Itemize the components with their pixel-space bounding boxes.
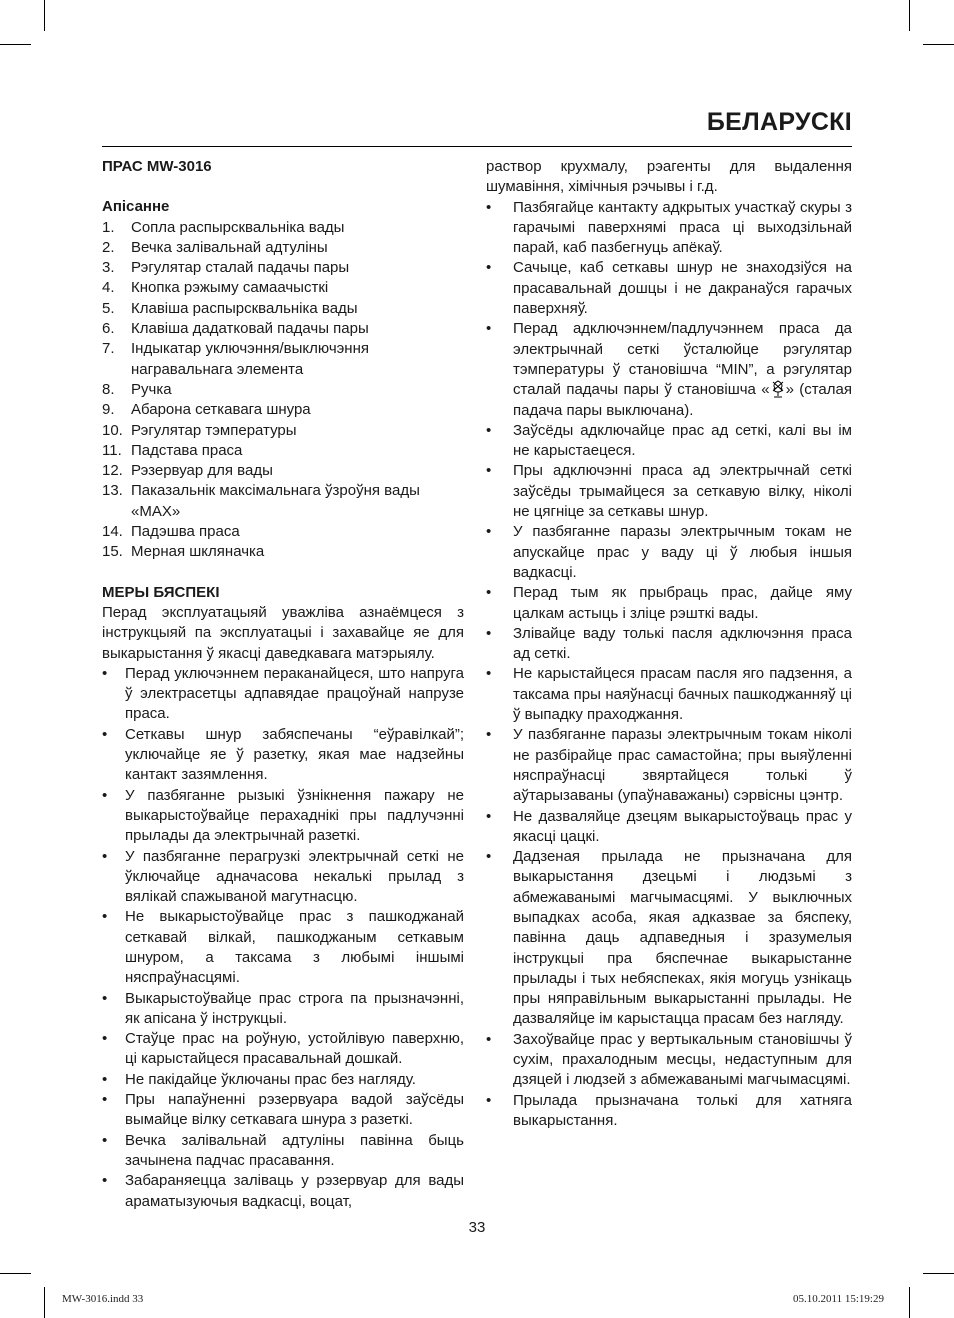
list-item <box>102 786 464 847</box>
part-name: Індыкатар уключэння/выключэння награвальнага элемента <box>131 340 369 378</box>
part-number: 12. <box>102 462 123 480</box>
safety-item-text: Забараняецца заліваць у рэзервуар для вады араматызуючыя вадкасці, воцат, <box>125 1172 464 1210</box>
bullet-glyph: • <box>486 1030 492 1048</box>
bullet-glyph: • <box>102 847 108 865</box>
crop-mark <box>923 44 954 45</box>
bullet-glyph: • <box>486 848 492 866</box>
part-number: 7. <box>102 340 115 358</box>
part-number: 1. <box>102 218 115 236</box>
list-item <box>486 847 852 1030</box>
list-item <box>102 907 464 988</box>
parts-list-item <box>102 299 464 319</box>
safety-item-text: Дадзеная прылада не прызначана для выкарыстання дзецьмі і людзьмі з абмежаванымі магчымасцямі. У выключных выпадках асоба, якая адказвае за бяспеку, павінна даць адпаведныя і зразумелыя інструкцыі пра бяспечнае выкарыстанне прылады і тых небяспеках, якія могуць узнікаць пры няправільным выкарыстанні прылады. Не дазваляйце ім карыстацца прасам без нагляду. <box>513 848 852 1028</box>
list-item <box>486 1030 852 1091</box>
part-name: Рэзервуар для вады <box>131 462 273 480</box>
part-name: Падэшва праса <box>131 523 240 541</box>
safety-item-text: У пазбяганне паразы электрычным токам не апускайце прас у ваду ці ў любыя іншыя вадкасці. <box>513 523 852 581</box>
safety-item-text: Перад тым як прыбраць прас, дайце яму цалкам астыць і зліце рэшткі вады. <box>513 584 852 622</box>
bullet-glyph: • <box>102 725 108 743</box>
steam-bullet-text-before: Перад адключэннем/падлучэннем праса да электрычнай сеткі ўсталюйце рэгулятар тэмпературы ў становішча “MIN”, а рэгулятар сталай падачы пары ў становішча « <box>513 320 852 399</box>
bullet-glyph: • <box>486 421 492 439</box>
part-name: Сопла распырсквальніка вады <box>131 218 345 236</box>
parts-list-item <box>102 218 464 238</box>
safety-item-text: Не выкарыстоўвайце прас з пашкоджанай сеткавай вілкай, пашкоджаным сеткавым шнуром, а таксама з любымі іншымі няспраўнасцямі. <box>125 908 464 987</box>
parts-list-item <box>102 339 464 380</box>
list-item <box>486 258 852 319</box>
safety-item-text: Пазбягайце кантакту адкрытых участкаў скуры з гарачымі паверхнямі праса ці выходзільнай парай, каб пазбегнуць апёкаў. <box>513 198 852 257</box>
parts-list-item <box>102 441 464 461</box>
list-item <box>102 1171 464 1212</box>
parts-list-item <box>102 522 464 542</box>
left-column <box>102 157 464 1212</box>
right-column <box>486 157 852 1131</box>
crop-mark <box>0 1273 31 1274</box>
safety-heading: МЕРЫ БЯСПЕКІ <box>102 583 220 601</box>
bullet-glyph: • <box>486 807 492 825</box>
part-number: 15. <box>102 543 123 561</box>
parts-list-item <box>102 461 464 481</box>
bullet-glyph: • <box>102 1091 108 1109</box>
bullet-glyph: • <box>102 664 108 682</box>
bullet-glyph: • <box>486 462 492 480</box>
list-item <box>102 1131 464 1172</box>
parts-list-item <box>102 319 464 339</box>
part-number: 8. <box>102 380 115 398</box>
header-rule <box>102 146 852 147</box>
safety-intro: Перад эксплуатацыяй уважліва азнаёмцеся з інструкцыяй па эксплуатацыі і захавайце яе для выкарыстання ў якасці даведкавага матэрыялу. <box>102 603 464 662</box>
list-item <box>486 421 852 462</box>
steam-bullet-text-after: » (сталая падача пары выключана). <box>513 381 852 419</box>
part-name: Абарона сеткавага шнура <box>131 401 311 419</box>
part-name: Паказальнік максімальнага ўзроўня вады «MAX» <box>131 482 420 520</box>
bullet-glyph: • <box>486 726 492 744</box>
list-item <box>102 1029 464 1070</box>
parts-list-item <box>102 481 464 522</box>
safety-item-text: Заўсёды адключайце прас ад сеткі, калі вы ім не карыстаецеся. <box>513 421 852 460</box>
parts-list-item <box>102 380 464 400</box>
bullet-glyph: • <box>102 1030 108 1048</box>
list-item <box>486 624 852 665</box>
safety-item-text: Злівайце ваду толькі пасля адключэння праса ад сеткі. <box>513 624 852 663</box>
safety-item-text: Сеткавы шнур забяспечаны “еўравілкай”; уключайце яе ў разетку, якая мае надзейны кантакт зазямлення. <box>125 725 464 784</box>
list-item <box>486 807 852 848</box>
part-number: 5. <box>102 299 115 317</box>
description-heading: Апісанне <box>102 198 170 216</box>
safety-item-text: Не пакідайце ўключаны прас без нагляду. <box>125 1070 416 1088</box>
safety-list-right-bottom <box>486 421 852 1131</box>
part-name: Клавіша дадатковай падачы пары <box>131 320 369 338</box>
part-number: 4. <box>102 279 115 297</box>
safety-item-text: Стаўце прас на роўную, устойлівую паверхню, ці карыстайцеся прасавальнай дошкай. <box>125 1030 464 1068</box>
safety-item-text: Вечка залівальнай адтуліны павінна быць зачынена падчас прасавання. <box>125 1131 464 1169</box>
list-item <box>102 1070 464 1090</box>
part-name: Рэгулятар тэмпературы <box>131 421 297 439</box>
safety-list-right-top <box>486 198 852 320</box>
crop-mark <box>44 0 45 31</box>
part-name: Падстава праса <box>131 441 243 459</box>
parts-list-item <box>102 542 464 562</box>
safety-item-text: Сачыце, каб сеткавы шнур не знаходзіўся на прасавальнай дошцы і не дакранаўся гарачых паверхняў. <box>513 259 852 318</box>
bullet-glyph: • <box>486 198 492 216</box>
steam-off-icon <box>770 380 786 398</box>
part-name: Клавіша распырсквальніка вады <box>131 299 358 317</box>
part-name: Кнопка рэжыму самаачысткі <box>131 279 329 297</box>
bullet-glyph: • <box>486 523 492 541</box>
product-title: ПРАС MW-3016 <box>102 158 212 175</box>
page-number: 33 <box>468 1219 486 1236</box>
safety-item-text: Выкарыстоўвайце прас строга па прызначэнні, як апісана ў інструкцыі. <box>125 989 464 1027</box>
parts-list-item <box>102 400 464 420</box>
bullet-glyph: • <box>486 624 492 642</box>
list-item <box>486 522 852 583</box>
bullet-glyph: • <box>102 786 108 804</box>
list-item <box>486 583 852 624</box>
section-language-title: БЕЛАРУСКІ <box>706 108 852 136</box>
safety-item-text: Не карыстайцеся прасам пасля яго падзення, а таксама пры наяўнасці бачных пашкоджанняў ці ў выпадку праходжання. <box>513 665 852 724</box>
list-item <box>486 461 852 522</box>
safety-item-text: Прылада прызначана толькі для хатняга выкарыстання. <box>513 1091 852 1129</box>
bullet-glyph: • <box>102 1131 108 1149</box>
footer-timestamp: 05.10.2011 15:19:29 <box>793 1293 884 1305</box>
bullet-glyph: • <box>486 665 492 683</box>
safety-item-text: У пазбяганне рызыкі ўзнікнення пажару не выкарыстоўвайце перахаднікі пры падлучэнні прылады да электрычнай разеткі. <box>125 786 464 845</box>
crop-mark <box>0 44 31 45</box>
crop-mark <box>44 1287 45 1318</box>
part-number: 13. <box>102 482 123 500</box>
safety-item-text: Пры адключэнні праса ад электрычнай сеткі заўсёды трымайцеся за сеткавую вілку, ніколі не цягніце за сеткавы шнур. <box>513 462 852 521</box>
parts-list-item <box>102 278 464 298</box>
safety-item-text: Захоўвайце прас у вертыкальным становішчы ў сухім, прахалодным месцы, недаступным для дзяцей і людзей з абмежаванымі магчымасцямі. <box>513 1030 852 1089</box>
part-number: 10. <box>102 421 123 439</box>
crop-mark <box>923 1273 954 1274</box>
safety-item-text: Не дазваляйце дзецям выкарыстоўваць прас у якасці цацкі. <box>513 807 852 845</box>
list-item <box>486 725 852 806</box>
parts-list-item <box>102 238 464 258</box>
part-number: 3. <box>102 259 115 277</box>
safety-item-text: У пазбяганне паразы электрычным токам ніколі не разбірайце прас самастойна; пры выяўленні няспраўнасці звяртайцеся толькі ў аўтарызаваны (упаўнаважаны) сэрвісны цэнтр. <box>513 726 852 805</box>
list-item <box>102 725 464 786</box>
safety-item-text: У пазбяганне перагрузкі электрычнай сеткі не ўключайце адначасова некалькі прылад з вялікай спажываной магутнасцю. <box>125 847 464 906</box>
part-name: Вечка залівальнай адтуліны <box>131 238 328 256</box>
bullet-glyph: • <box>486 259 492 277</box>
part-name: Мерная шкляначка <box>131 543 265 561</box>
footer-file-info: MW-3016.indd 33 <box>62 1293 144 1305</box>
safety-item-text: Перад уключэннем пераканайцеся, што напруга ў электрасетцы адпавядае працоўнай напрузе праса. <box>125 664 464 723</box>
list-item <box>102 664 464 725</box>
crop-mark <box>909 0 910 31</box>
parts-list-item <box>102 421 464 441</box>
part-number: 6. <box>102 320 115 338</box>
part-name: Рэгулятар сталай падачы пары <box>131 259 350 277</box>
bullet-glyph: • <box>486 584 492 602</box>
bullet-glyph: • <box>102 908 108 926</box>
bullet-glyph: • <box>102 1172 108 1190</box>
safety-item-text: Пры напаўненні рэзервуара вадой заўсёды вымайце вілку сеткавага шнура з разеткі. <box>125 1091 464 1129</box>
list-item <box>486 664 852 725</box>
part-number: 9. <box>102 401 115 419</box>
parts-list-item <box>102 258 464 278</box>
safety-list-left <box>102 664 464 1212</box>
part-name: Ручка <box>131 380 172 398</box>
list-item <box>102 847 464 908</box>
continued-text: раствор крухмалу, рэагенты для выдалення шумавіння, хімічныя рэчывы і г.д. <box>486 158 852 196</box>
list-item <box>102 989 464 1030</box>
list-item <box>486 319 852 420</box>
part-number: 11. <box>102 441 122 459</box>
part-number: 14. <box>102 523 123 541</box>
parts-list <box>102 218 464 563</box>
bullet-glyph: • <box>102 989 108 1007</box>
crop-mark <box>909 1287 910 1318</box>
list-item <box>486 198 852 259</box>
bullet-glyph: • <box>486 1091 492 1109</box>
list-item <box>486 1091 852 1132</box>
bullet-glyph: • <box>486 320 492 338</box>
list-item <box>102 1090 464 1131</box>
bullet-glyph: • <box>102 1070 108 1088</box>
part-number: 2. <box>102 238 115 256</box>
